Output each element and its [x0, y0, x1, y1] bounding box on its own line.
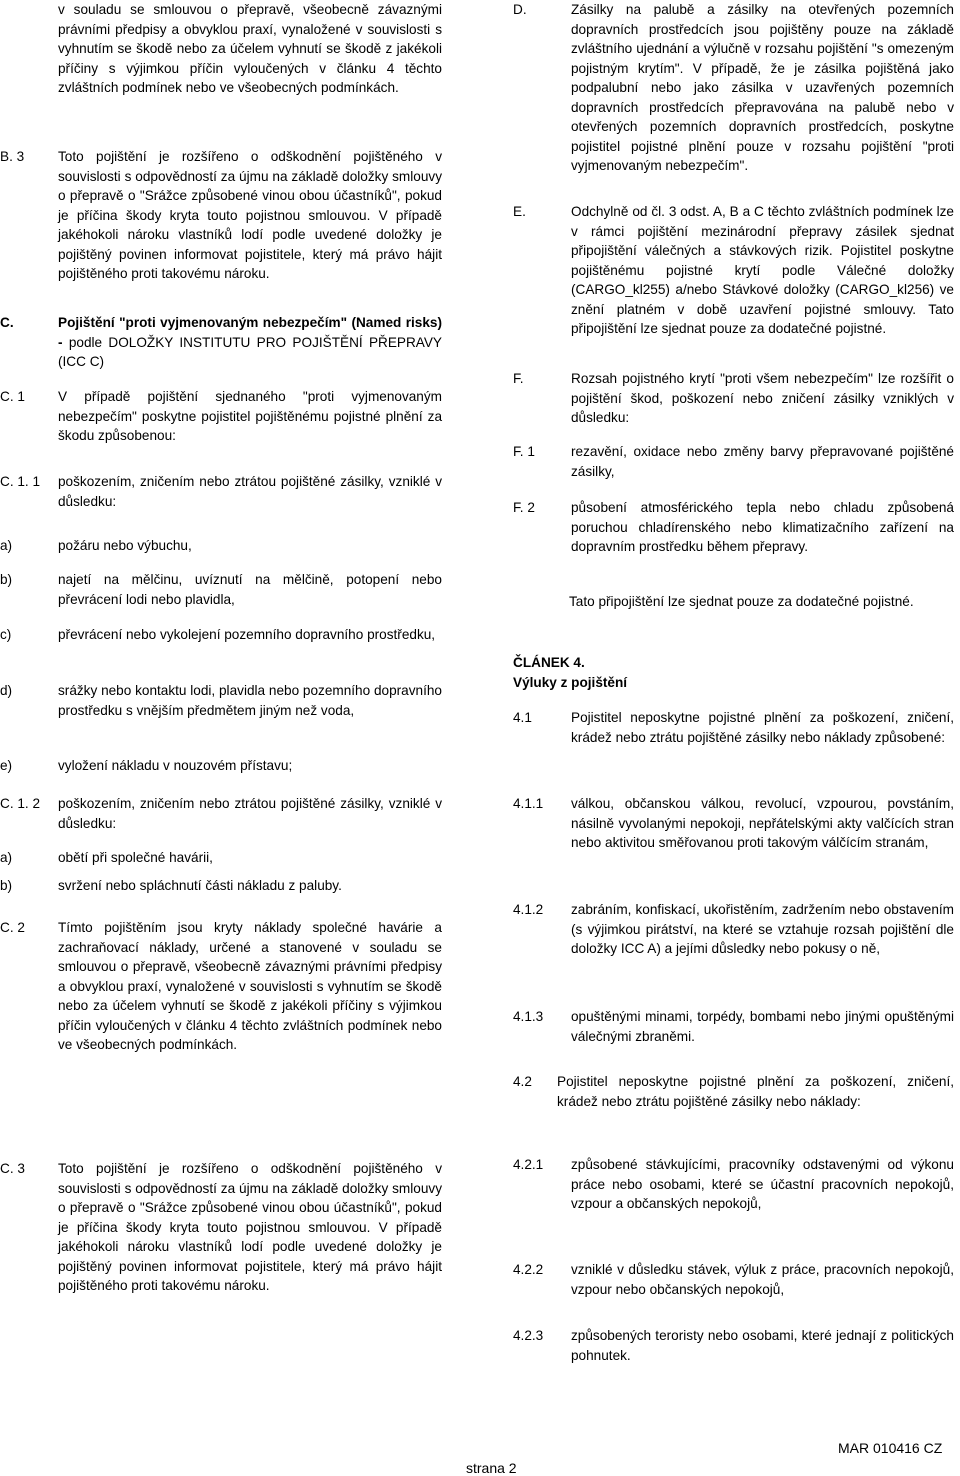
section-label: 4.1 [513, 710, 532, 725]
section-b3 [0, 147, 442, 284]
section-text: způsobených teroristy nebo osobami, které jednají z politických pohnutek. [571, 1328, 954, 1363]
section-text: Pojistitel neposkytne pojistné plnění za poškození, zničení, krádež nebo ztrátu pojištěné zásilky nebo náklady způsobené: [571, 710, 954, 745]
section-label: 4.1.2 [513, 902, 544, 917]
list-item [0, 570, 442, 609]
section-label: C. 1. 2 [0, 796, 41, 811]
section-4-1-2 [513, 900, 954, 959]
section-label: C. 2 [0, 920, 25, 935]
list-item-text: svržení nebo spláchnutí části nákladu z paluby. [58, 878, 342, 893]
list-item-label: a) [0, 850, 13, 865]
section-text: Tímto pojištěním jsou kryty náklady společné havárie a zachraňovací náklady, určené a stanovené v souladu se smlouvou o přepravě, všeobecně závaznými právními předpisy a obvyklou praxí, vynaložené v souvislosti s vyhnutím se škodě nebo za účelem vyhnutí se škodě z jakékoli příčiny s výjimkou příčin vyloučených v článku 4 těchto zvláštních podmínek nebo ve všeobecných podmínkách. [58, 920, 442, 1052]
paragraph-continuation [0, 0, 442, 98]
section-label: B. 3 [0, 149, 25, 164]
list-item-label: c) [0, 627, 12, 642]
list-item [0, 876, 442, 896]
list-item [0, 756, 442, 776]
section-heading [58, 313, 442, 372]
section-label: 4.2.3 [513, 1328, 544, 1343]
section-text: vzniklé v důsledku stávek, výluk z práce, pracovních nepokojů, vzpour nebo občanských nepokojů, [571, 1262, 954, 1297]
heading-normal: podle DOLOŽKY INSTITUTU PRO POJIŠTĚNÍ PŘEPRAVY (ICC C) [58, 334, 442, 369]
section-text: Rozsah pojistného krytí "proti všem nebezpečím" lze rozšířit o pojištění škod, poškození nebo zničení zásilky vzniklých v důsledku: [571, 371, 954, 425]
section-label: C. 3 [0, 1161, 25, 1176]
section-label: 4.2 [513, 1074, 532, 1089]
list-item-text: najetí na mělčinu, uvíznutí na mělčině, potopení nebo převrácení lodi nebo plavidla, [58, 572, 442, 607]
section-text: způsobené stávkujícími, pracovníky odstavenými od výkonu práce nebo osobami, které se účastní pracovních nepokojů, vzpour a občanských nepokojů, [571, 1157, 954, 1211]
section-text: Toto pojištění je rozšířeno o odškodnění pojištěného v souvislosti s odpovědností za újmu na základě doložky smlouvy o přepravě o "Srážce způsobené vinou obou účastníků", pokud je příčina škody kryta touto pojistnou smlouvou. V případě jakéhokoli nároku vlastníků lodí podle uvedené doložky je pojištěný povinen informovat pojistitele, který má právo hájit pojištěného proti takovému nároku. [58, 1161, 442, 1293]
section-4-1 [513, 708, 954, 747]
section-text: zabráním, konfiskací, ukořistěním, zadržením nebo obstavením (s výjimkou pirátství, na které se vztahuje rozsah pojištění dle doložky ICC A) a jejími důsledky nebo pokusy o ně, [571, 902, 954, 956]
section-label: C. [0, 315, 14, 330]
section-label: F. [513, 371, 524, 386]
paragraph-text: v souladu se smlouvou o přepravě, všeobecně závaznými právními předpisy a obvyklou praxí, vynaložené v souvislosti s vyhnutím se škodě nebo za účelem vyhnutí se škodě z jakékoli příčiny s výjimkou příčin vyloučených v článku 4 těchto zvláštních podmínek nebo ve všeobecných podmínkách. [58, 2, 442, 95]
section-c3 [0, 1159, 442, 1296]
section-c12 [0, 794, 442, 833]
section-f [513, 369, 954, 428]
section-text: Zásilky na palubě a zásilky na otevřených pozemních dopravních prostředcích jsou pojištěny pouze na základě zvláštního ujednání a výlučně v rozsahu pojištění "s omezeným pojistným krytím". V případě, že je zásilka pojištěná jako podpalubní nebo jako zásilka v uzavřených pozemních dopravních prostředcích přepravována na palubě nebo v otevřených pozemních dopravních prostředcích, poskytne pojistitel pojistné plnění pouze v rozsahu pojištění "proti vyjmenovaným nebezpečím". [571, 2, 954, 173]
section-text: Odchylně od čl. 3 odst. A, B a C těchto zvláštních podmínek lze v rámci pojištění mezinárodní přepravy zásilek sjednat připojištění válečných a stávkových rizik. Pojistitel poskytne pojištěnému pojistné krytí podle Válečné doložky (CARGO_kl255) a/nebo Stávkové doložky (CARGO_kl256) ve znění platném v době uzavření pojistné smlouvy. Tato připojištění lze sjednat pouze za dodatečné pojistné. [571, 204, 954, 336]
section-label: 4.2.2 [513, 1262, 544, 1277]
section-e [513, 202, 954, 339]
section-text: Pojistitel neposkytne pojistné plnění za poškození, zničení, krádež nebo ztrátu pojištěné zásilky nebo náklady: [557, 1074, 954, 1109]
section-4-2-1 [513, 1155, 954, 1214]
list-item-label: a) [0, 538, 13, 553]
section-f1 [513, 442, 954, 481]
article-number: ČLÁNEK 4. [513, 655, 585, 670]
section-4-2-3 [513, 1326, 954, 1365]
section-f2 [513, 498, 954, 557]
section-text: opuštěnými minami, torpédy, bombami nebo jinými opuštěnými válečnými zbraněmi. [571, 1009, 954, 1044]
section-text: V případě pojištění sjednaného "proti vyjmenovaným nebezpečím" poskytne pojistitel pojištěnému pojistné plnění za škodu způsobenou: [58, 389, 442, 443]
list-item-label: d) [0, 683, 13, 698]
section-text: rezavění, oxidace nebo změny barvy přepravované pojištěné zásilky, [571, 444, 954, 479]
section-text: válkou, občanskou válkou, revolucí, vzpourou, povstáním, násilně vyvolanými nepokoji, nepřátelskými akty valčících stran nebo aktivitou směřovanou proti takovým válčícím stranám, [571, 796, 954, 850]
section-label: 4.2.1 [513, 1157, 544, 1172]
list-item-text: srážky nebo kontaktu lodi, plavidla nebo pozemního dopravního prostředku s vnějším předmětem jiným než voda, [58, 683, 442, 718]
heading-bold: Pojištění "proti vyjmenovaným nebezpečím" (Named risks) - [58, 315, 442, 350]
section-text: poškozením, zničením nebo ztrátou pojištěné zásilky, vzniklé v důsledku: [58, 474, 442, 509]
list-item [0, 681, 442, 720]
section-label: E. [513, 204, 526, 219]
section-label: D. [513, 2, 527, 17]
section-label: 4.1.3 [513, 1009, 544, 1024]
list-item-label: b) [0, 878, 13, 893]
section-text: poškozením, zničením nebo ztrátou pojištěné zásilky, vzniklé v důsledku: [58, 796, 442, 831]
section-label: C. 1 [0, 389, 25, 404]
section-label: C. 1. 1 [0, 474, 41, 489]
section-text: působení atmosférického tepla nebo chladu způsobená poruchou chladírenského nebo klimatizačního zařízení na dopravním prostředku během přepravy. [571, 500, 954, 554]
list-item-text: převrácení nebo vykolejení pozemního dopravního prostředku, [58, 627, 436, 642]
list-item-label: b) [0, 572, 13, 587]
section-4-1-1 [513, 794, 954, 853]
section-label: F. 1 [513, 444, 535, 459]
section-d [513, 0, 954, 176]
section-label: F. 2 [513, 500, 535, 515]
note-text: Tato připojištění lze sjednat pouze za dodatečné pojistné. [569, 594, 914, 609]
section-4-2 [513, 1072, 954, 1111]
section-4-1-3 [513, 1007, 954, 1046]
page-number: strana 2 [466, 1460, 517, 1476]
list-item-label: e) [0, 758, 13, 773]
section-text: Toto pojištění je rozšířeno o odškodnění pojištěného v souvislosti s odpovědností za újmu na základě doložky smlouvy o přepravě o "Srážce způsobené vinou obou účastníků", pokud je příčina škody kryta touto pojistnou smlouvou. V případě jakéhokoli nároku vlastníků lodí podle uvedené doložky je pojištěný povinen informovat pojistitele, který má právo hájit pojištěného proti takovému nároku. [58, 149, 442, 281]
article-heading [513, 653, 954, 692]
list-item-text: obětí při společné havárii, [58, 850, 213, 865]
document-code: MAR 010416 CZ [838, 1440, 943, 1456]
article-title: Výluky z pojištění [513, 674, 628, 690]
section-4-2-2 [513, 1260, 954, 1299]
list-item [0, 625, 442, 645]
section-c-heading [0, 313, 442, 372]
section-c11 [0, 472, 442, 511]
section-c2 [0, 918, 442, 1055]
section-c1 [0, 387, 442, 446]
list-item [0, 848, 442, 868]
list-item [0, 536, 442, 556]
list-item-text: vyložení nákladu v nouzovém přístavu; [58, 758, 293, 773]
section-f-note [513, 592, 954, 612]
section-label: 4.1.1 [513, 796, 544, 811]
list-item-text: požáru nebo výbuchu, [58, 538, 192, 553]
